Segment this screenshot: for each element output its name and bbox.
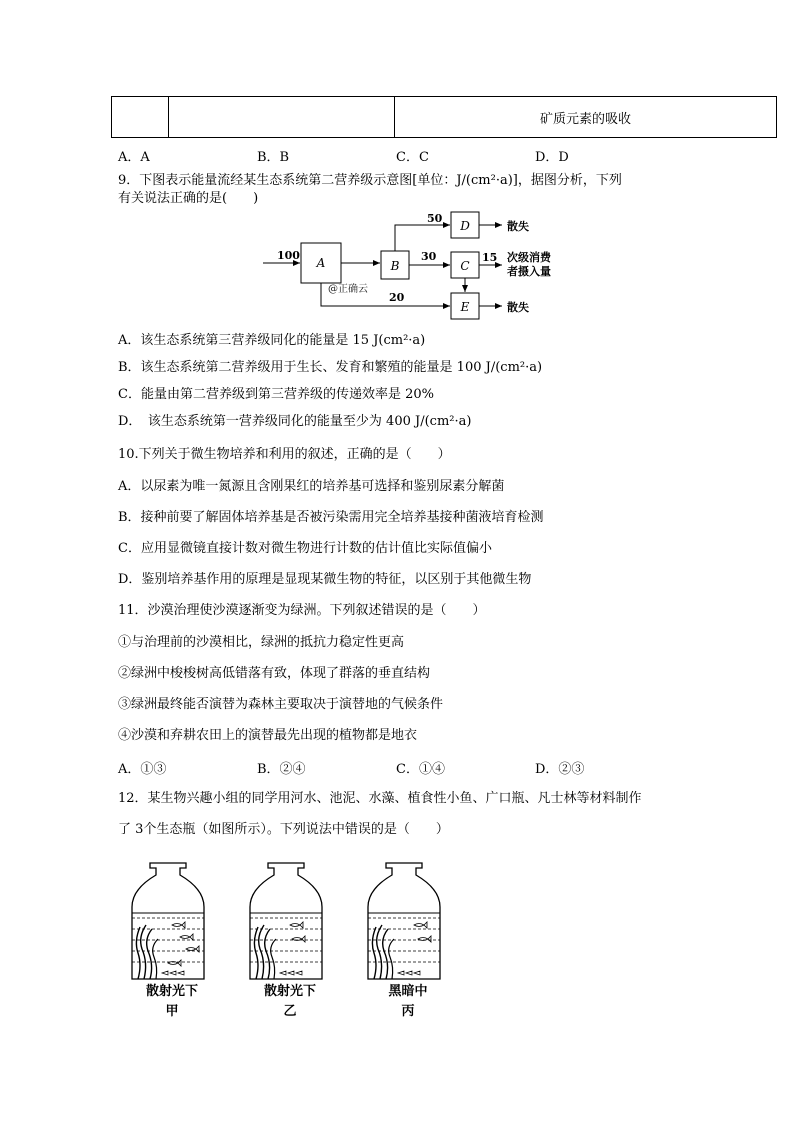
- bottle-yi-condition: 散射光下: [263, 984, 317, 999]
- cell-text: 矿质元素的吸收: [539, 111, 631, 127]
- box-e-label: E: [460, 300, 470, 314]
- q8-option-a: A．A: [118, 150, 150, 165]
- table-cell: [395, 97, 777, 138]
- q11-stem: 11．沙漠治理使沙漠逐渐变为绿洲。下列叙述错误的是（ ）: [118, 603, 486, 618]
- q9-option-b: B．该生态系统第二营养级用于生长、发育和繁殖的能量是 100 J/(cm²·a): [118, 360, 543, 375]
- box-a-label: A: [316, 256, 326, 270]
- bottle-jia-name: 甲: [165, 1004, 179, 1019]
- eco-bottles-figure: [128, 855, 458, 1025]
- bottle-yi: [250, 863, 322, 979]
- bottle-bing-condition: 黑暗中: [388, 984, 428, 999]
- q10-option-a: A．以尿素为唯一氮源且含刚果红的培养基可选择和鉴别尿素分解菌: [118, 479, 505, 494]
- q11-item-3: ③绿洲最终能否演替为森林主要取决于演替地的气候条件: [118, 697, 444, 712]
- label-c-line1: 次级消费: [507, 251, 551, 264]
- bottle-bing-name: 丙: [401, 1004, 415, 1019]
- b-to-d-arrow: [395, 225, 450, 251]
- bottle-jia: [132, 863, 204, 979]
- q12-stem-line2: 了 3个生态瓶（如图所示）。下列说法中错误的是（ ）: [118, 822, 449, 837]
- q11-item-1: ①与治理前的沙漠相比，绿洲的抵抗力稳定性更高: [118, 635, 405, 650]
- label-d: 散失: [507, 220, 529, 233]
- c-out-value: 15: [482, 251, 498, 264]
- q9-option-a: A．该生态系统第三营养级同化的能量是 15 J(cm²·a): [118, 333, 426, 348]
- table-row: [112, 97, 777, 138]
- a-to-e-value: 20: [389, 291, 405, 304]
- bottle-bing: [368, 863, 440, 979]
- q10-option-b: B．接种前要了解固体培养基是否被污染需用完全培养基接种菌液培育检测: [118, 510, 544, 525]
- q9-stem-line2: 有关说法正确的是( ): [118, 191, 259, 206]
- q11-item-4: ④沙漠和弃耕农田上的演替最先出现的植物都是地衣: [118, 728, 418, 743]
- label-e: 散失: [507, 301, 529, 314]
- q9-option-d: D． 该生态系统第一营养级同化的能量至少为 400 J/(cm²·a): [118, 414, 472, 429]
- q10-stem: 10.下列关于微生物培养和利用的叙述，正确的是（ ）: [118, 447, 451, 462]
- bottle-yi-name: 乙: [283, 1004, 297, 1019]
- watermark: @正确云: [328, 284, 368, 295]
- q11-option-a: A．①③: [118, 762, 167, 777]
- q9-stem-line1: 9．下图表示能量流经某生态系统第二营养级示意图[单位：J/(cm²·a)]，据图分析，下列: [118, 173, 622, 188]
- box-c-label: C: [460, 259, 470, 273]
- box-d-label: D: [460, 219, 470, 233]
- b-to-d-value: 50: [427, 212, 443, 225]
- q8-option-d: D．D: [535, 150, 569, 165]
- q11-item-2: ②绿洲中梭梭树高低错落有致，体现了群落的垂直结构: [118, 666, 431, 681]
- input-value: 100: [277, 249, 300, 262]
- q10-option-d: D．鉴别培养基作用的原理是显现某微生物的特征，以区别于其他微生物: [118, 572, 532, 587]
- table-cell: [112, 97, 169, 138]
- table-cell: [169, 97, 395, 138]
- q11-option-c: C．①④: [396, 762, 445, 777]
- q11-option-b: B．②④: [257, 762, 306, 777]
- energy-flow-diagram: [255, 205, 585, 325]
- answer-table: [111, 96, 777, 138]
- q12-stem-line1: 12．某生物兴趣小组的同学用河水、池泥、水藻、植食性小鱼、广口瓶、凡士林等材料制作: [118, 791, 642, 806]
- q11-option-d: D．②③: [535, 762, 585, 777]
- bottle-jia-condition: 散射光下: [145, 984, 199, 999]
- label-c-line2: 者摄入量: [507, 265, 551, 278]
- q9-option-c: C．能量由第二营养级到第三营养级的传递效率是 20%: [118, 387, 434, 402]
- q10-option-c: C．应用显微镜直接计数对微生物进行计数的估计值比实际值偏小: [118, 541, 492, 556]
- box-b-label: B: [390, 259, 400, 273]
- q8-option-c: C．C: [396, 150, 429, 165]
- b-to-c-value: 30: [421, 250, 437, 263]
- q8-option-b: B．B: [257, 150, 290, 165]
